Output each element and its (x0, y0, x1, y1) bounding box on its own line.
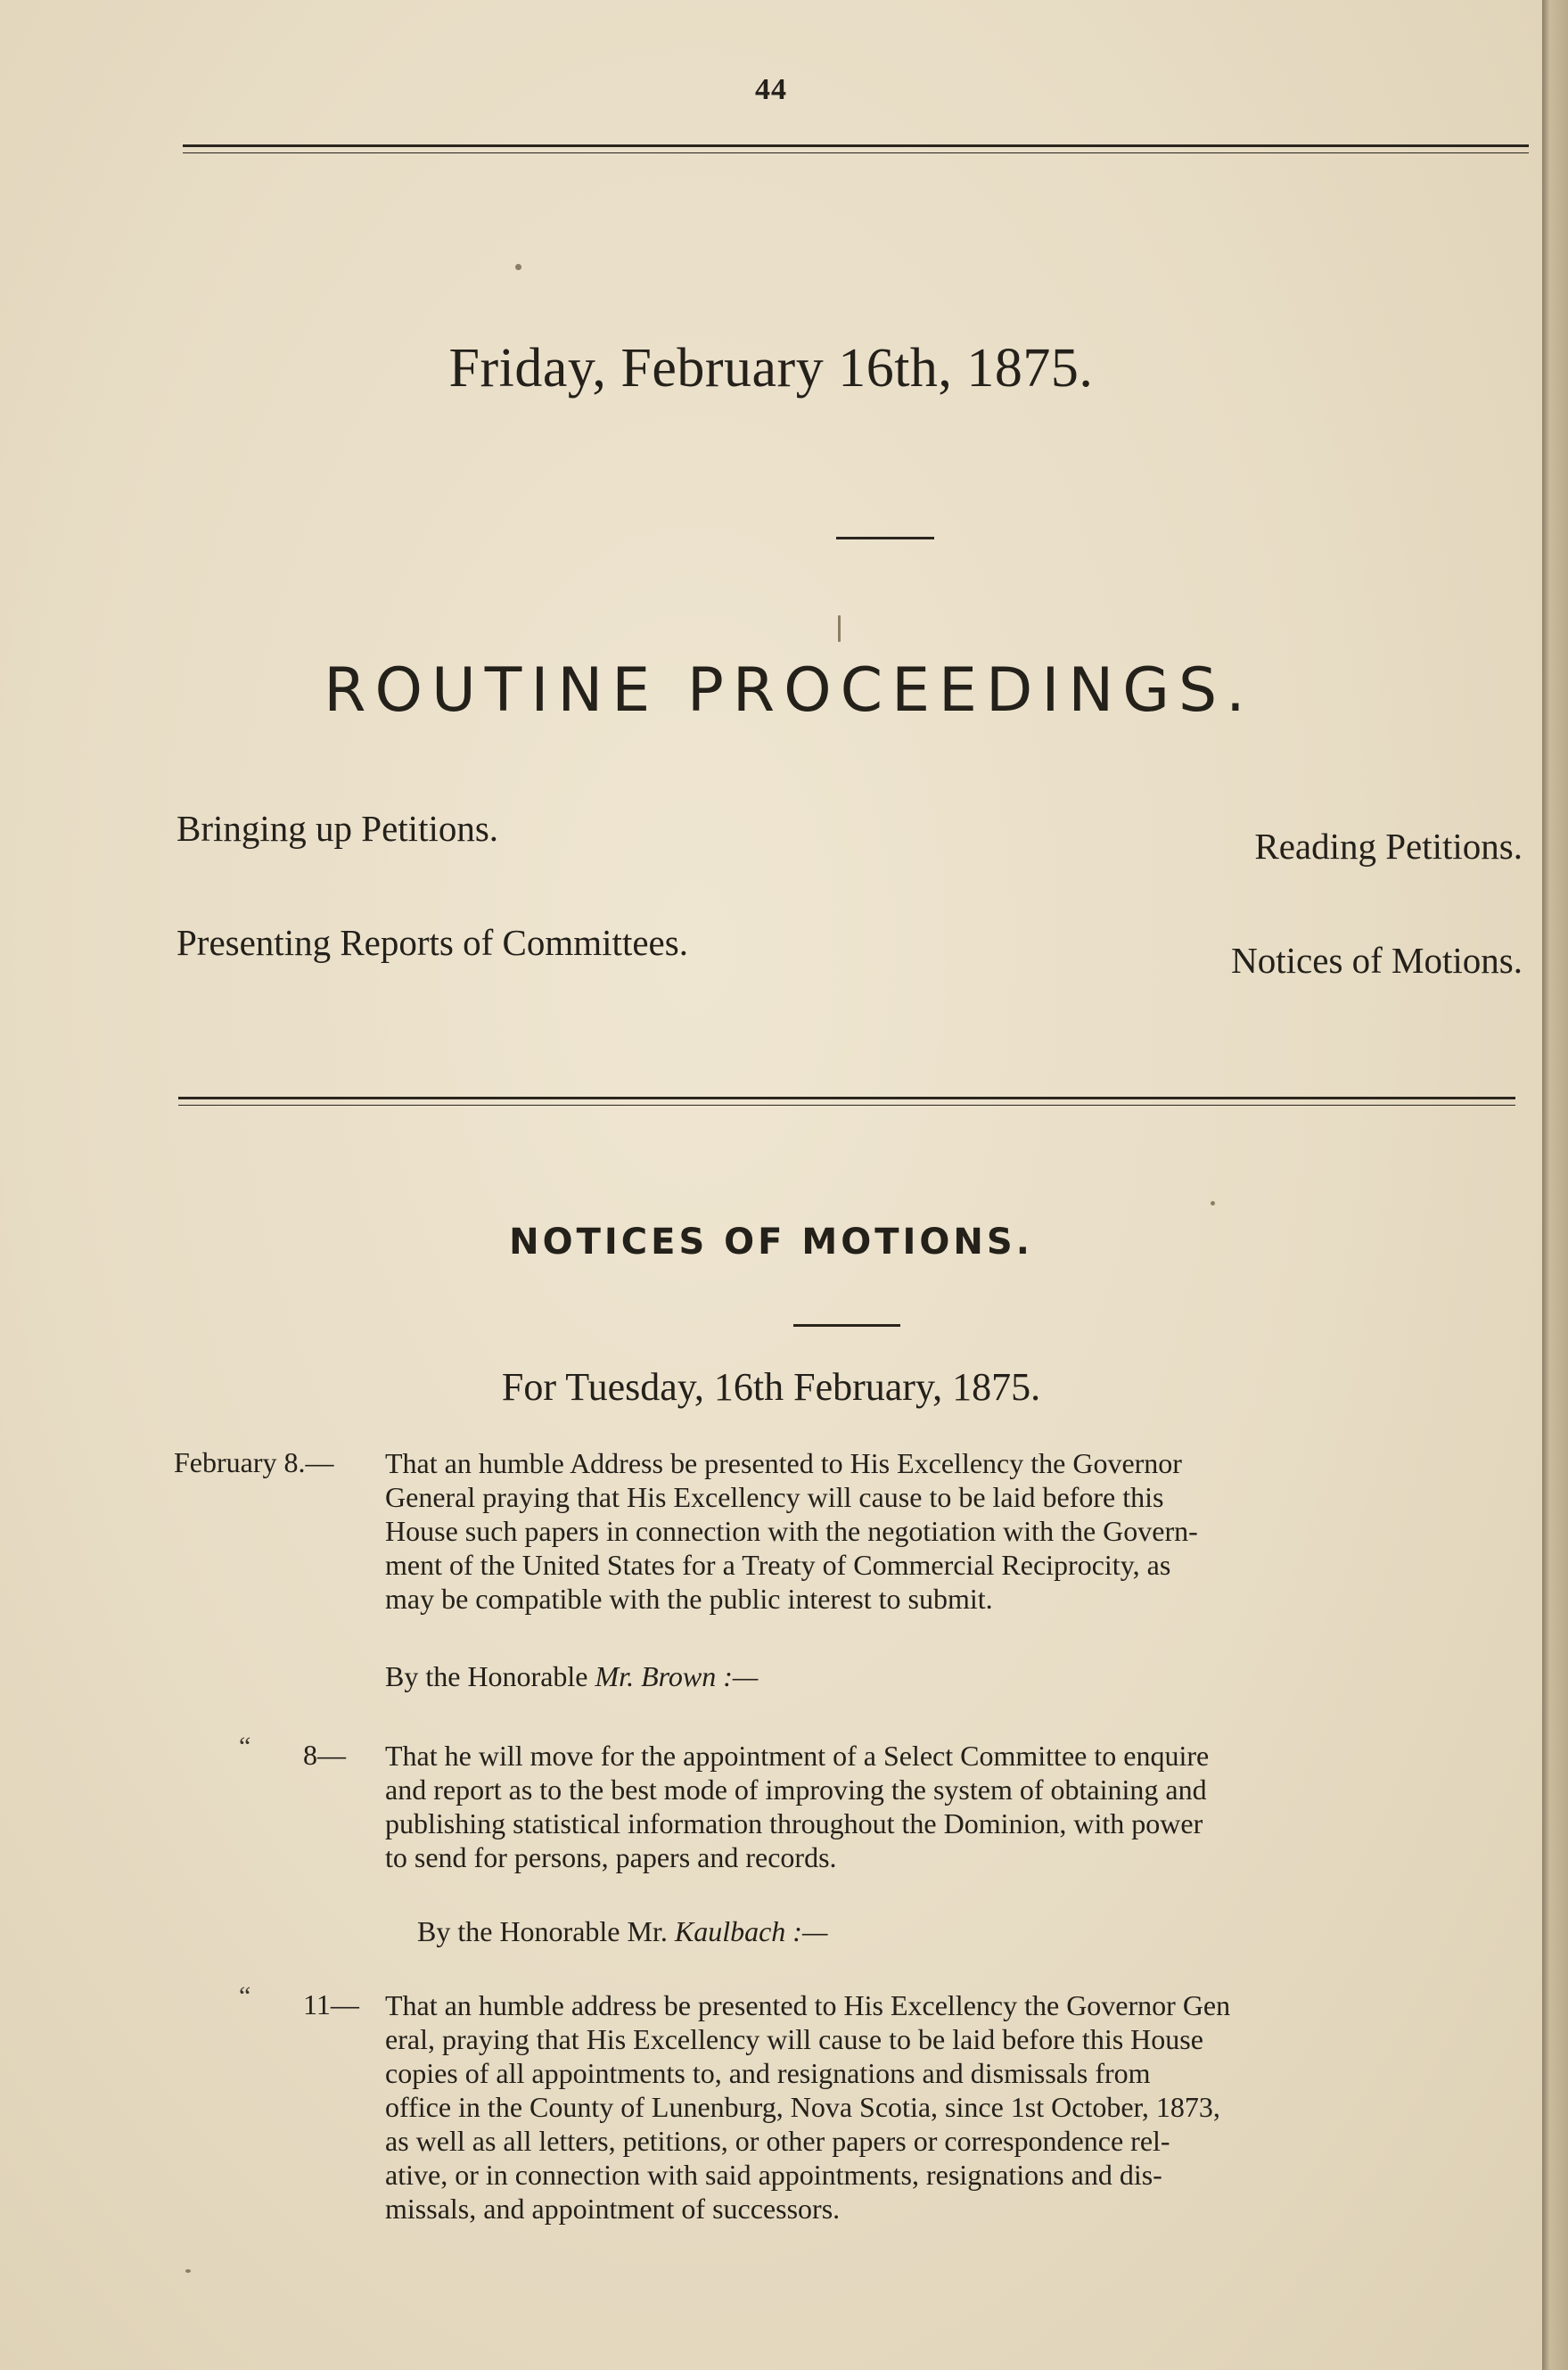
motion-2-ditto-mark: “ (239, 1732, 251, 1761)
motion-3-line-7: missals, and appointment of successors. (385, 2193, 841, 2225)
binding-edge (1542, 0, 1568, 2370)
motion-3-ditto-mark: “ (239, 1981, 251, 2011)
header-double-rule (183, 144, 1529, 147)
motion-3-line-4: office in the County of Lunenburg, Nova Scotia, since 1st October, 1873, (385, 2091, 1220, 2123)
date-title: Friday, February 16th, 1875. (448, 338, 1094, 399)
routine-proceedings-heading: ROUTINE PROCEEDINGS. (324, 655, 1254, 726)
motion-2-mover-intro: By the Honorable Mr. (417, 1915, 668, 1947)
notices-for-date: For Tuesday, 16th February, 1875. (501, 1365, 1041, 1409)
motion-1-prefix: February 8.— (174, 1446, 334, 1478)
section-double-rule (178, 1097, 1515, 1099)
motion-1-mover-intro: By the Honorable (385, 1660, 588, 1692)
motion-2-prefix: 8— (303, 1739, 346, 1771)
motion-3-line-2: eral, praying that His Excellency will cause to be laid before this House (385, 2023, 1203, 2055)
motion-3-line-5: as well as all letters, petitions, or other papers or correspondence rel- (385, 2125, 1170, 2157)
motion-1-line-4: ment of the United States for a Treaty of Commercial Reciprocity, as (385, 1549, 1171, 1581)
motion-1-line-3: House such papers in connection with the negotiation with the Govern- (385, 1515, 1198, 1547)
motion-1-line-2: General praying that His Excellency will cause to be laid before this (385, 1481, 1164, 1513)
routine-item-notices-of-motions: Notices of Motions. (1231, 940, 1523, 981)
motion-2-text (385, 1739, 1517, 1874)
paper-speck (515, 264, 521, 270)
paper-speck (838, 615, 841, 642)
motion-1-mover (385, 1660, 758, 1693)
motion-2-line-1: That he will move for the appointment of a Select Committee to enquire (385, 1740, 1210, 1772)
paper-speck (1211, 1201, 1215, 1206)
motion-3-line-3: copies of all appointments to, and resignations and dismissals from (385, 2057, 1151, 2089)
motion-1-text (385, 1446, 1517, 1616)
motion-3-line-1: That an humble address be presented to His Excellency the Governor Gen (385, 1989, 1231, 2021)
title-divider (836, 537, 934, 539)
motion-3-text (385, 1988, 1517, 2226)
motion-2-mover (417, 1915, 827, 1948)
notices-of-motions-heading: NOTICES OF MOTIONS. (509, 1222, 1033, 1263)
motion-2-line-3: publishing statistical information throughout the Dominion, with power (385, 1807, 1203, 1839)
routine-item-reading-petitions: Reading Petitions. (1254, 826, 1523, 867)
motion-3-line-6: ative, or in connection with said appointments, resignations and dis- (385, 2159, 1162, 2191)
motion-3-prefix: 11— (303, 1988, 359, 2020)
page-number: 44 (755, 73, 787, 106)
notices-divider (793, 1324, 900, 1327)
motion-2-line-2: and report as to the best mode of improving the system of obtaining and (385, 1773, 1207, 1806)
motion-1-line-1: That an humble Address be presented to His Excellency the Governor (385, 1447, 1182, 1479)
motion-1-mover-name: Mr. Brown :— (595, 1660, 759, 1692)
motion-2-mover-name: Kaulbach :— (674, 1915, 828, 1947)
paper-speck (185, 2269, 191, 2273)
motion-1-line-5: may be compatible with the public interest to submit. (385, 1583, 993, 1615)
motion-2-line-4: to send for persons, papers and records. (385, 1841, 837, 1873)
routine-item-presenting-reports: Presenting Reports of Committees. (177, 922, 688, 963)
routine-item-bringing-up-petitions: Bringing up Petitions. (177, 808, 499, 849)
